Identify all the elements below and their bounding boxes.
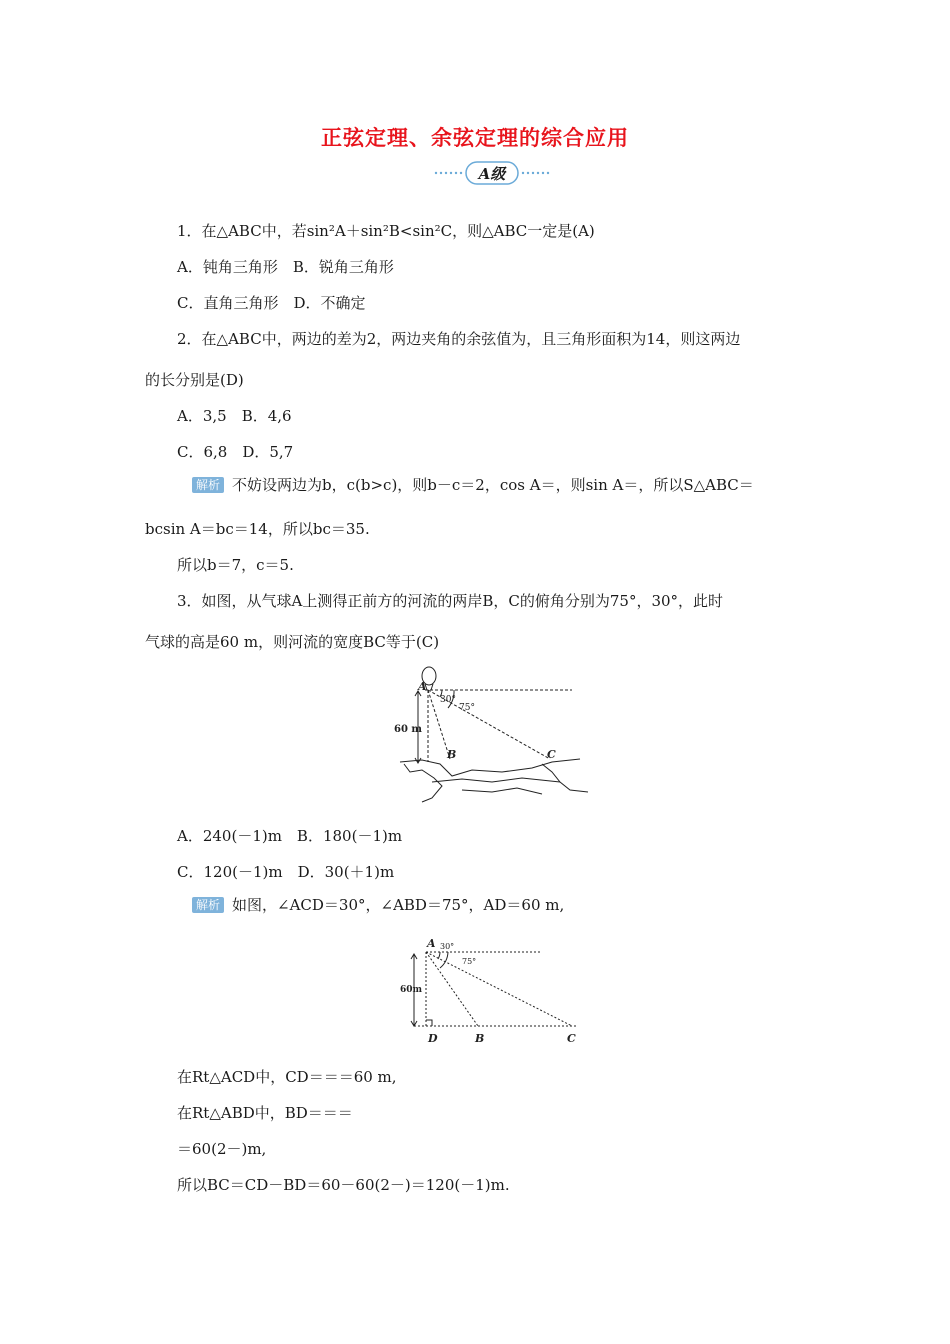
q2-analysis-text: 不妨设两边为b，c(b>c)，则b－c＝2，cos A＝，则sin A＝，所以S△ABC＝ bbox=[232, 476, 754, 494]
analysis-tag: 解析 bbox=[192, 477, 224, 493]
q3-stem-line1: 3．如图，从气球A上测得正前方的河流的两岸B，C的俯角分别为75°，30°，此时 bbox=[177, 592, 724, 610]
q3-analysis-line1 bbox=[192, 895, 564, 915]
level-badge bbox=[433, 160, 551, 186]
fig2-label-b: B bbox=[475, 1032, 485, 1045]
q2-stem-line2: 的长分别是(D) bbox=[145, 371, 244, 389]
q2-analysis-line1 bbox=[192, 475, 754, 495]
q3-analysis-line4: ＝60(2－)m, bbox=[177, 1140, 267, 1158]
fig1-angle-75: 75° bbox=[459, 703, 475, 713]
q2-options-cd: C．6,8 D．5,7 bbox=[177, 443, 294, 461]
q2-analysis-line3: 所以b＝7，c＝5. bbox=[177, 556, 294, 574]
fig1-height-label: 60 m bbox=[394, 724, 422, 735]
q3-analysis-text: 如图，∠ACD＝30°，∠ABD＝75°，AD＝60 m, bbox=[232, 896, 565, 914]
balloon-river-figure bbox=[392, 664, 592, 808]
triangle-figure bbox=[400, 934, 590, 1048]
fig2-label-a: A bbox=[427, 937, 436, 950]
q2-options-ab: A．3,5 B．4,6 bbox=[177, 407, 292, 425]
q3-analysis-line5: 所以BC＝CD－BD＝60－60(2－)＝120(－1)m. bbox=[177, 1176, 510, 1194]
fig1-label-c: C bbox=[547, 748, 556, 761]
q3-analysis-line3: 在Rt△ABD中，BD＝＝＝ bbox=[177, 1104, 353, 1122]
q1-stem: 1．在△ABC中，若sin²A＋sin²B<sin²C，则△ABC一定是(A) bbox=[177, 222, 595, 240]
page-title: 正弦定理、余弦定理的综合应用 bbox=[321, 125, 629, 150]
fig2-label-d: D bbox=[428, 1032, 438, 1045]
q1-options-cd: C．直角三角形 D．不确定 bbox=[177, 294, 366, 312]
fig1-label-a: A bbox=[418, 680, 427, 693]
q1-options-ab: A．钝角三角形 B．锐角三角形 bbox=[177, 258, 394, 276]
q2-stem-line1: 2．在△ABC中，两边的差为2，两边夹角的余弦值为，且三角形面积为14，则这两边 bbox=[177, 330, 741, 348]
q3-stem-line2: 气球的高是60 m，则河流的宽度BC等于(C) bbox=[145, 633, 440, 651]
fig2-angle-75: 75° bbox=[462, 957, 477, 966]
q3-analysis-line2: 在Rt△ACD中，CD＝＝＝60 m, bbox=[177, 1068, 397, 1086]
q3-options-cd: C．120(－1)m D．30(＋1)m bbox=[177, 863, 395, 881]
fig2-label-c: C bbox=[567, 1032, 576, 1045]
fig2-angle-30: 30° bbox=[440, 942, 455, 951]
fig1-label-b: B bbox=[447, 748, 457, 761]
level-badge-text: A级 bbox=[478, 165, 506, 183]
analysis-tag: 解析 bbox=[192, 897, 224, 913]
fig2-height-label: 60m bbox=[400, 985, 423, 995]
q3-options-ab: A．240(－1)m B．180(－1)m bbox=[177, 827, 403, 845]
q2-analysis-line2: bcsin A＝bc＝14，所以bc＝35. bbox=[145, 520, 370, 538]
fig1-angle-30: 30° bbox=[440, 695, 456, 705]
